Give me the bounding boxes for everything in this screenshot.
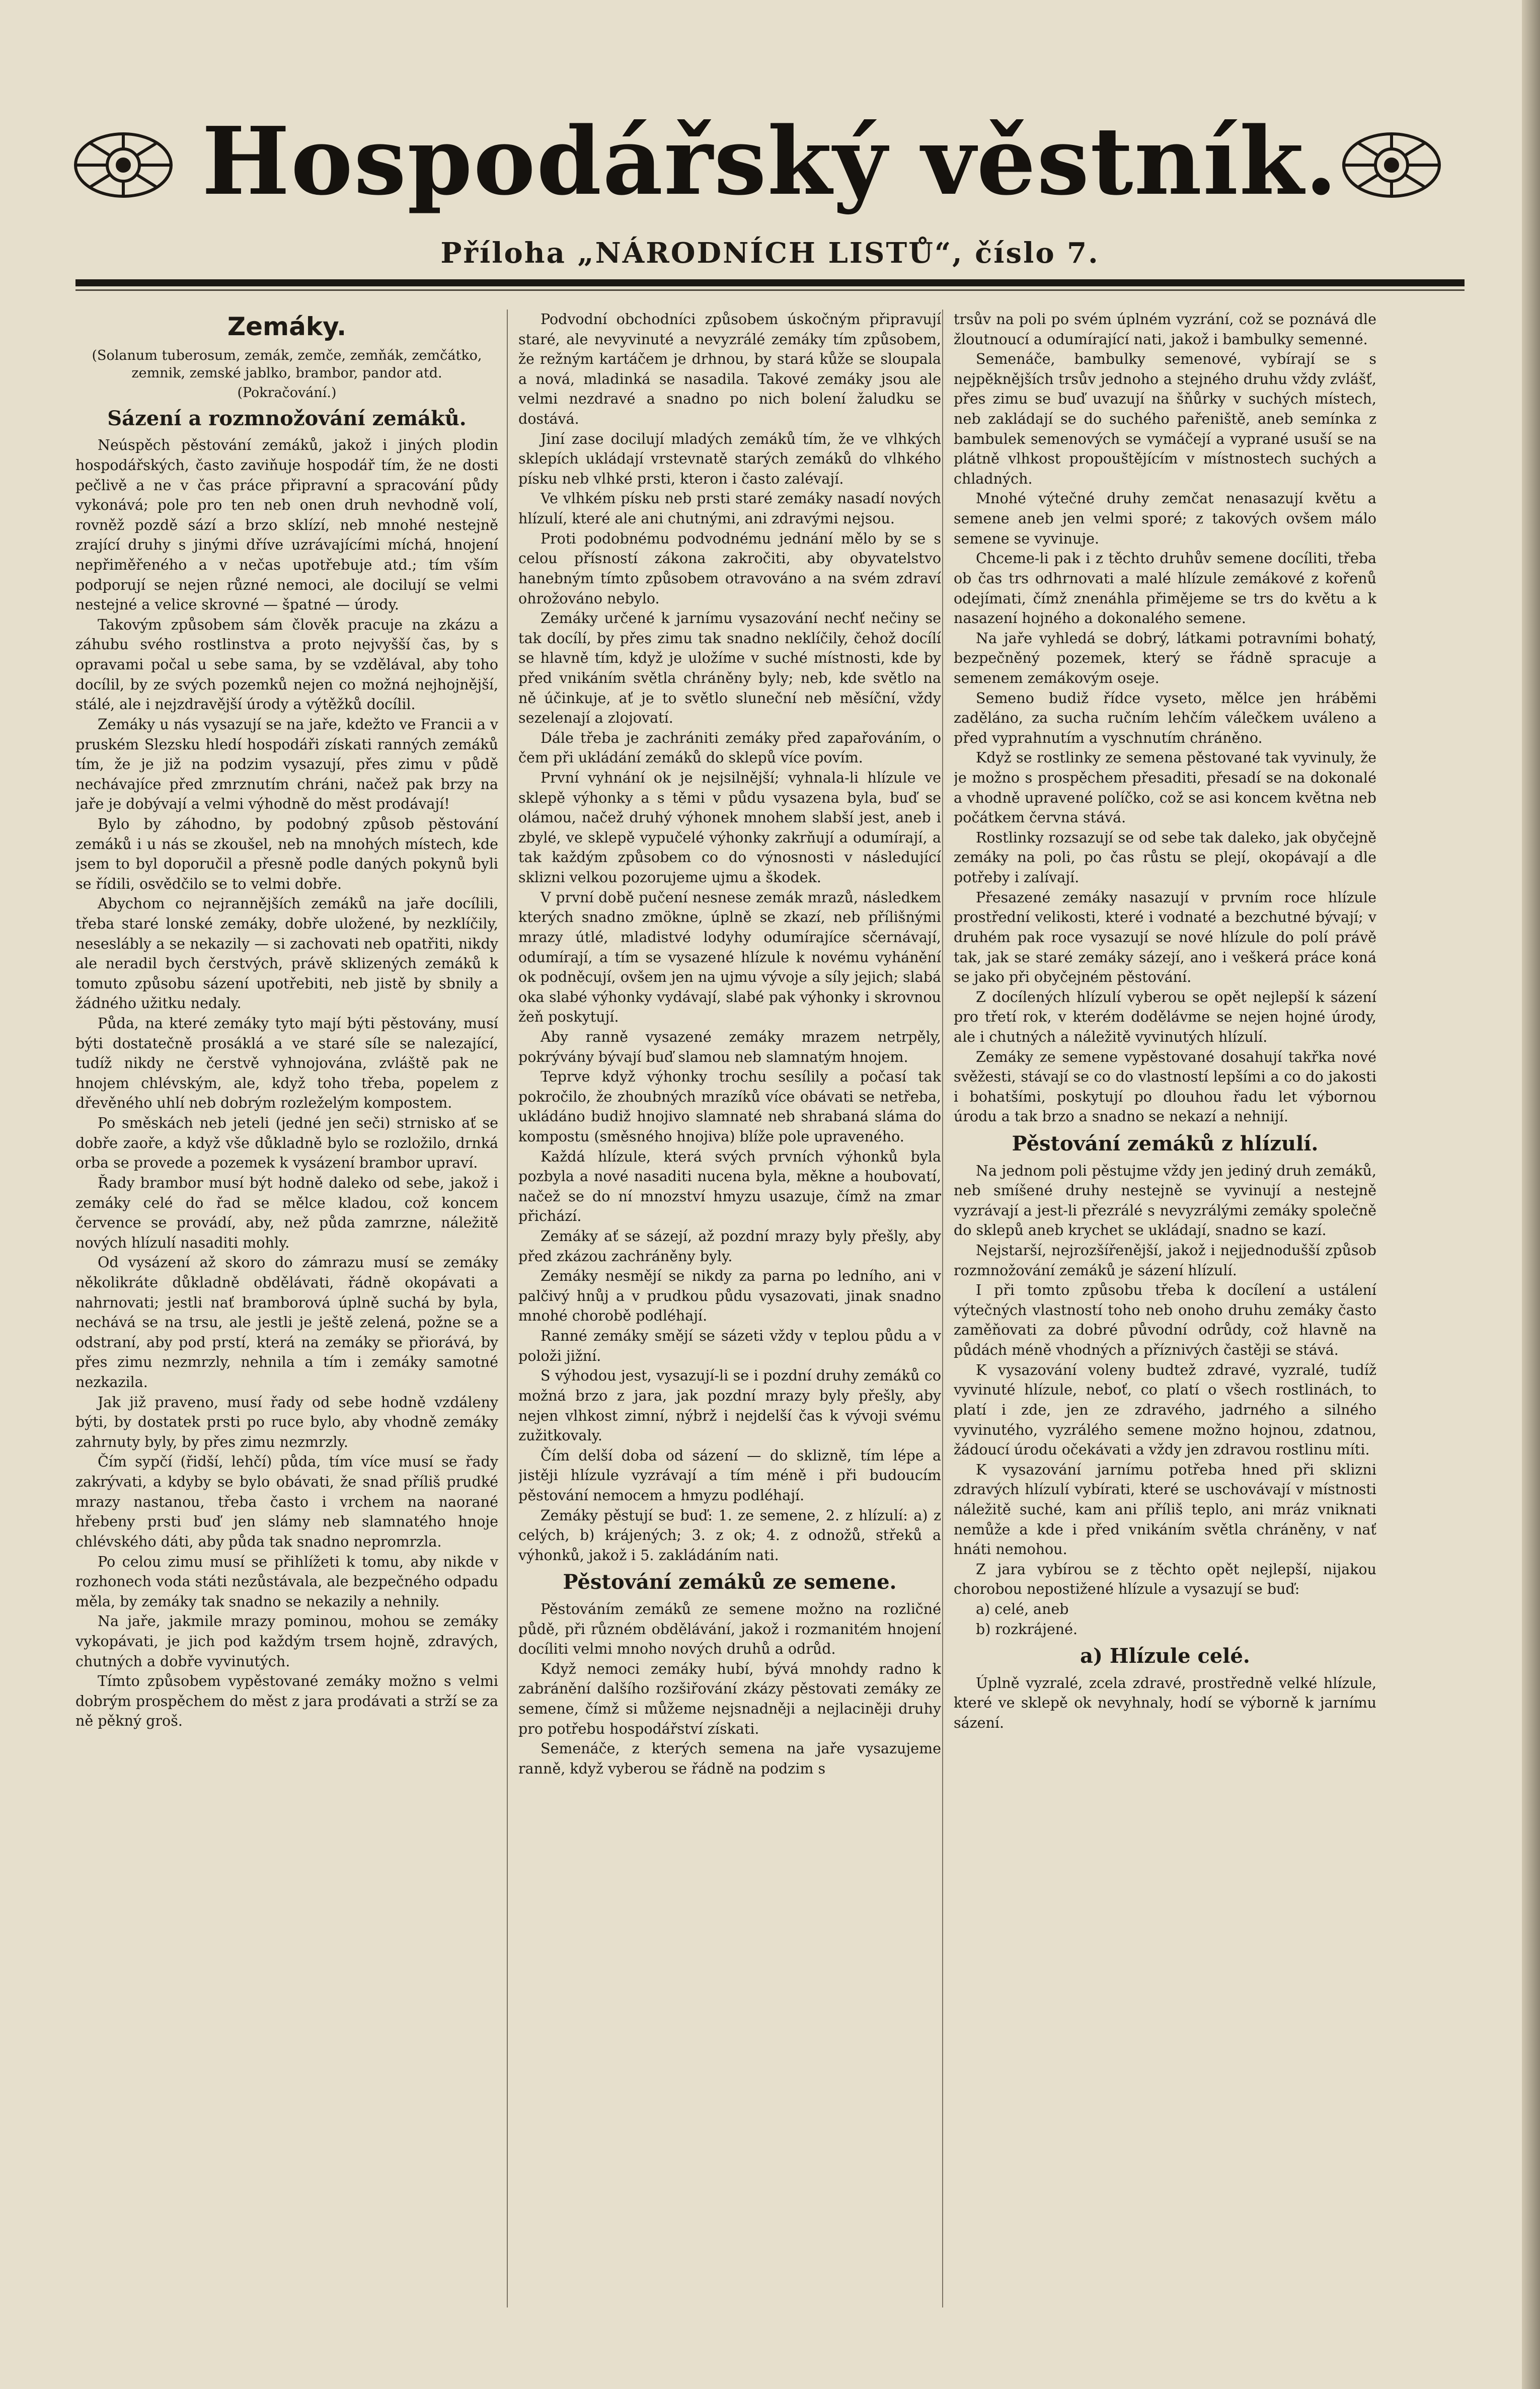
section-heading: Pěstování zemáků z hlízulí. — [1012, 1131, 1319, 1155]
paragraph: Čím delší doba od sázení — do sklizně, tím lépe a jistěji hlízule vyzrávají a tím méně i při budoucím pěstování nemocem a hmyzu podléhají. — [518, 1447, 941, 1504]
paragraph: Zemáky ať se sázejí, až pozdní mrazy byly přešly, aby před zkázou zachráněny byly. — [518, 1228, 941, 1265]
paragraph: Z jara vybírou se z těchto opět nejlepší, nijakou chorobou nepostižené hlízule a vysazují se buď: — [954, 1561, 1376, 1598]
column-3 — [954, 310, 1376, 2307]
section-heading: Sázení a rozmnožování zemáků. — [107, 406, 467, 430]
paragraph: Řady brambor musí být hodně daleko od sebe, jakož i zemáky celé do řad se mělce kladou, což koncem července se provádí, aby, než půda zamrzne, náležitě nových hlízulí nasaditi mohly. — [75, 1174, 498, 1251]
column-divider — [942, 310, 943, 2307]
paragraph: Podvodní obchodníci způsobem úskočným připravují staré, ale nevyvinuté a nevyzrálé zemáky tím způsobem, že režným kartáčem je drhnou, by stará kůže se sloupala a nová, mladinká se nasadila. Takové zemáky jsou ale velmi nezdravé a snadno po nich bolení žaludku se dostává. — [518, 311, 941, 428]
paragraph: Po směskách neb jeteli (jedné jen seči) strnisko ať se dobře zaoře, a když vše důkladně bylo se rozložilo, drnká orba se provede a pozemek k vysázení brambor upraví. — [75, 1115, 498, 1172]
masthead-title: Hospodářský věstník. — [201, 106, 1339, 216]
paragraph: Semeno budiž řídce vyseto, mělce jen hráběmi zaděláno, za sucha ručním lehčím válečkem uváleno a před vyprahnutím a vyschnutím chráněno. — [954, 689, 1376, 746]
paragraph: Na jaře, jakmile mrazy pominou, mohou se zemáky vykopávati, je jich pod každým trsem hojně, zdravých, chutných a dobře vyvinutých. — [75, 1613, 498, 1670]
paragraph: Jiní zase docilují mladých zemáků tím, že ve vlhkých sklepích ukládají vrstevnatě starých zemáků do vlhkého písku neb vlhké prsti, kteron i často zalévají. — [518, 430, 941, 487]
paragraph: Dále třeba je zachrániti zemáky před zapařováním, o čem při ukládání zemáků do sklepů více povím. — [518, 729, 941, 766]
list-item: b) rozkrájené. — [976, 1621, 1078, 1638]
paragraph: Zemáky pěstují se buď: 1. ze semene, 2. z hlízulí: a) z celých, b) krájených; 3. z ok; 4. z odnožů, střeků a výhonků, jakož i 5. zakládáním nati. — [518, 1507, 941, 1564]
paragraph: K vysazování jarnímu potřeba hned při sklizni zdravých hlízulí vybírati, které se uschovávají v místnosti náležitě suché, kam ani příliš teplo, ani mráz vniknati nemůže a kde i před vnikáním světla chráněny, v nať hnáti nemohou. — [954, 1461, 1376, 1558]
paragraph: Zemáky ze semene vypěstované dosahují takřka nové svěžesti, stávají se co do vlastností lepšími a co do jakosti i bohatšími, poskytují po dlouhou řadu let výbornou úrodu a tak brzo a snadno se nekazí a nehnijí. — [954, 1048, 1376, 1125]
paragraph: Když se rostlinky ze semena pěstované tak vyvinuly, že je možno s prospěchem přesaditi, přesadí se na dokonalé a vhodně upravené políčko, což se asi koncem května neb počátkem června stává. — [954, 749, 1376, 826]
paragraph: Na jednom poli pěstujme vždy jen jediný druh zemáků, neb smíšené druhy nestejně se vyvinují a nestejně vyzrávají a jest-li přezrálé s nevyzrálými zemáky společně do sklepů aneb krychet se ukládají, snadno se kazí. — [954, 1162, 1376, 1239]
paragraph: Úplně vyzralé, zcela zdravé, prostředně velké hlízule, které ve sklepě ok nevyhnaly, hodí se výborně k jarnímu sázení. — [954, 1674, 1376, 1732]
paragraph: Neúspěch pěstování zemáků, jakož i jiných plodin hospodářských, často zaviňuje hospodář tím, že ne dosti pečlivě a ne v čas práce připravní a spracování půdy vykonává; pole pro ten neb onen druh nevhodně volí, rovněž pozdě sází a brzo sklízí, neb mnohé nestejně zrající druhy s jinými dříve uzrávajícími míchá, hnojení nepřiměřeného a v nečas upotřebuje atd.; tím vším podporují se nejen různé nemoci, ale docilují se velmi nestejné a velice skrovné — špatné — úrody. — [75, 437, 498, 613]
paragraph: První vyhnání ok je nejsilnější; vyhnala-li hlízule ve sklepě výhonky a s těmi v půdu vysazena byla, buď se olámou, načež druhý výhonek mnohem slabší jest, aneb i zbylé, ve sklepě vypučelé výhonky zakrňují a odumírají, a tak každým způsobem co do výnosnosti v následující sklizni velkou pozorujeme ujmu a škodek. — [518, 769, 941, 886]
paragraph: Ranné zemáky smějí se sázeti vždy v teplou půdu a v položi jižní. — [518, 1328, 941, 1364]
paragraph: Zemáky nesmějí se nikdy za parna po ledního, ani v palčivý hnůj a v prudkou půdu vysazovati, jinak snadno mnohé chorobě podléhají. — [518, 1268, 941, 1325]
paragraph: V první době pučení nesnese zemák mrazů, následkem kterých snadno zmökne, úplně se zkazí, neb přílišnými mrazy útlé, mladistvé lodyhy odumírajíce sčernávají, odumírají, a tím se vysazené hlízule k novému vyhánění ok podněcují, ovšem jen na ujmu vývoje a síly jejich; slabá oka slabé výhonky vydávají, slabé pak výhonky i skrovnou žeň poskytují. — [518, 889, 941, 1026]
paragraph: Semenáče, bambulky semenové, vybírají se s nejpěknějších trsův jednoho a stejného druhu vždy zvlášť, přes zimu se buď uvazují na šňůrky v suchých místech, neb zakládají se do suchého pařeniště, aneb semínka z bambulek semenových se vymáčejí a vyprané usuší se na plátně vlhkost propouštějícím v místnostech suchých a chladných. — [954, 351, 1376, 487]
article-synonyms: (Solanum tuberosum, zemák, zemče, zemňák, zemčátko, zemnik, zemské jablko, brambor, pandor atd. — [92, 347, 482, 381]
paragraph: Od vysázení až skoro do zámrazu musí se zemáky několikráte důkladně obdělávati, řádně okopávati a nahrnovati; jestli nať bramborová úplně suchá by byla, nechává se na trsu, ale jestli je ještě zelená, požne se a odstraní, aby pod prstí, která na zemáky se přiorává, by přes zimu nezmrzly, nehnila a tím i zemáky samotné nezkazila. — [75, 1254, 498, 1391]
paragraph: Semenáče, z kterých semena na jaře vysazujeme ranně, když vyberou se řádně na podzim s — [518, 1740, 941, 1777]
article-title: Zemáky. — [227, 312, 347, 341]
paragraph: I při tomto způsobu třeba k docílení a ustálení výtečných vlastností toho neb onoho druhu zemáky často zaměňovati za dobré původní odrůdy, což hlavně na půdách méně vhodných a příznivých častěji se stává. — [954, 1282, 1376, 1359]
article-continued: (Pokračování.) — [237, 384, 337, 401]
paragraph: Nejstarší, nejrozšířenější, jakož i nejjednodušší způsob rozmnožování zemáků je sázení hlízulí. — [954, 1242, 1376, 1279]
paragraph: Přesazené zemáky nasazují v prvním roce hlízule prostřední velikosti, které i vodnaté a bezchutné bývají; v druhém pak roce vysazují se nové hlízule do polí právě tak, jak se staré zemáky sázejí, ano i veškerá práce koná se jako při obyčejném pěstování. — [954, 889, 1376, 986]
paragraph: Rostlinky rozsazují se od sebe tak daleko, jak obyčejně zemáky na poli, po čas růstu se plejí, okopávají a dle potřeby i zalívají. — [954, 829, 1376, 886]
masthead-rule — [75, 279, 1465, 286]
paragraph: trsův na poli po svém úplném vyzrání, což se poznává dle žloutnoucí a odumírající nati, jakož i bambulky semenné. — [954, 311, 1376, 348]
paragraph: Po celou zimu musí se přihlížeti k tomu, aby nikde v rozhonech voda státi nezůstávala, ale bezpečného odpadu měla, by zemáky tak snadno se nekazily a nehnily. — [75, 1553, 498, 1610]
masthead — [0, 106, 1540, 216]
paragraph: Teprve když výhonky trochu sesílily a počasí tak pokročilo, že zhoubných mrazíků více obávati se netřeba, ukládáno budiž hnojivo slamnaté neb shrabaná sláma do kompostu (směsného hnojiva) blíže pole upraveného. — [518, 1068, 941, 1145]
paragraph: Chceme-li pak i z těchto druhův semene docíliti, třeba ob čas trs odhrnovati a malé hlízule zemákové z kořenů odejímati, čímž znenáhla přimějeme se trs do květu a k nasazení hojného a dokonalého semene. — [954, 550, 1376, 627]
masthead-subtitle: Příloha „NÁRODNÍCH LISTŮ“, číslo 7. — [440, 237, 1100, 270]
paragraph: Takovým způsobem sám člověk pracuje na zkázu a záhubu svého rostlinstva a proto nejvyšší čas, by s opravami počal u sebe sama, by se vzdělával, aby toho docílil, by ze svých pozemků nejen co možná nejhojnější, stálé, ale i nejzdravější úrody a výtěžků docílil. — [75, 616, 498, 713]
list-item: a) celé, aneb — [976, 1600, 1069, 1617]
paragraph: Zemáky u nás vysazují se na jaře, kdežto ve Francii a v pruském Slezsku hledí hospodáři získati ranných zemáků tím, že je již na podzim vysazují, přes zimu v půdě nechávajíce před zmrznutím chráni, načež pak brzy na jaře je dobývají a velmi výhodně do měst prodávají! — [75, 716, 498, 813]
paragraph: Mnohé výtečné druhy zemčat nenasazují květu a semene aneb jen velmi sporé; z takových ovšem málo semene se vyvinuje. — [954, 490, 1376, 547]
paragraph: Proti podobnému podvodnému jednání mělo by se s celou přísností zákona zakročiti, aby obyvatelstvo hanebným tímto způsobem otravováno a na svém zdraví ohrožováno nebylo. — [518, 530, 941, 607]
paragraph: Na jaře vyhledá se dobrý, látkami potravními bohatý, bezpečněný pozemek, který se řádně spracuje a semenem zemákovým oseje. — [954, 630, 1376, 686]
paragraph: Tímto způsobem vypěstované zemáky možno s velmi dobrým prospěchem do měst z jara prodávati a strží se za ně pěkný groš. — [75, 1673, 498, 1730]
paragraph: Bylo by záhodno, by podobný způsob pěstování zemáků i u nás se zkoušel, neb na mnohých místech, kde jsem to byl doporučil a přesně podle daných pokynů byli se řídili, osvědčilo se to velmi dobře. — [75, 815, 498, 892]
paragraph: K vysazování voleny budtež zdravé, vyzralé, tudíž vyvinuté hlízule, neboť, co platí o všech rostlinách, to platí i zde, jen ze zdravého, jadrného a silného vyvinutého, vyzrálého semene možno hojnou, zdatnou, žádoucí úrodu očekávati a vždy jen zdravou rostlinu míti. — [954, 1361, 1376, 1458]
paragraph: Pěstováním zemáků ze semene možno na rozličné půdě, při různém obdělávání, jakož i rozmanitém hnojení docíliti velmi mnoho nových druhů a odrůd. — [518, 1600, 941, 1658]
paragraph: Čím sypčí (řidší, lehčí) půda, tím více musí se řady zakrývati, a kdyby se bylo obávati, že snad příliš prudké mrazy nastanou, třeba často i vrchem na naorané hřebeny prsti buď jen slámy neb slamnatého hnoje chlévského dáti, aby půda tak snadno nepromrzla. — [75, 1453, 498, 1550]
page-edge — [1522, 0, 1540, 2389]
paragraph: Půda, na které zemáky tyto mají býti pěstovány, musí býti dostatečně prosáklá a ve staré síle se nalezající, tudíž nikdy ne čerstvě vyhnojována, zvláště pak ne hnojem chlévským, ale, když toho třeba, popelem z dřevěného uhlí neb dobrým rozleželým kompostem. — [75, 1015, 498, 1112]
paragraph: S výhodou jest, vysazují-li se i pozdní druhy zemáků co možná brzo z jara, jak pozdní mrazy byly přešly, aby nejen vlhkost zimní, nýbrž i nejdelší čas k vývoji svému zužitkovaly. — [518, 1367, 941, 1444]
paragraph: Každá hlízule, která svých prvních výhonků byla pozbyla a nové nasaditi nucena byla, měkne a houbovatí, načež se do ní mnozství hmyzu usazuje, čímž na zmar přichází. — [518, 1148, 941, 1225]
paragraph: Když nemoci zemáky hubí, bývá mnohdy radno k zabránění dalšího rozšiřování zkázy pěstovati zemáky ze semene, čímž si můžeme nejsnadněji a nejlaciněji druhy pro potřebu hospodářství získati. — [518, 1660, 941, 1737]
masthead-rule-thin — [75, 289, 1465, 291]
section-heading: Pěstování zemáků ze semene. — [563, 1570, 897, 1594]
column-2 — [518, 310, 941, 2307]
paragraph: Jak již praveno, musí řady od sebe hodně vzdáleny býti, by dostatek prsti po ruce bylo, aby vhodně zemáky zahrnuty byly, by přes zimu nezmrzly. — [75, 1394, 498, 1450]
paragraph: Abychom co nejrannějších zemáků na jaře docílili, třeba staré lonské zemáky, dobře uložené, by nezklíčily, neseslábly a se nekazily — si zachovati neb opatřiti, nikdy ale neradil bych čerstvých, právě sklizených zemáků k tomuto způsobu sázení upotřebiti, neb jistě by sbnily a žádného užitku nedaly. — [75, 895, 498, 1012]
column-divider — [507, 310, 508, 2307]
paragraph: Z docílených hlízulí vyberou se opět nejlepší k sázení pro třetí rok, v kterém dodělávme se nejen hojné úrody, ale i chutných a náležitě vyvinutých hlízulí. — [954, 988, 1376, 1045]
paragraph: Aby ranně vysazené zemáky mrazem netrpěly, pokrývány bývají buď slamou neb slamnatým hnojem. — [518, 1028, 941, 1065]
column-1 — [75, 310, 498, 2307]
paragraph: Zemáky určené k jarnímu vysazování nechť nečiny se tak docílí, by přes zimu tak snadno neklíčily, čehož docílí se hlavně tím, když je uložíme v suché místnosti, kde by před vnikáním světla chráněny byly; neb, kde světlo na ně účinkuje, ať je to světlo sluneční neb měsíční, vždy sezelenají a zlojovatí. — [518, 610, 941, 727]
section-heading: a) Hlízule celé. — [1080, 1644, 1250, 1668]
paragraph: Ve vlhkém písku neb prsti staré zemáky nasadí nových hlízulí, které ale ani chutnými, ani zdravými nejsou. — [518, 490, 941, 527]
